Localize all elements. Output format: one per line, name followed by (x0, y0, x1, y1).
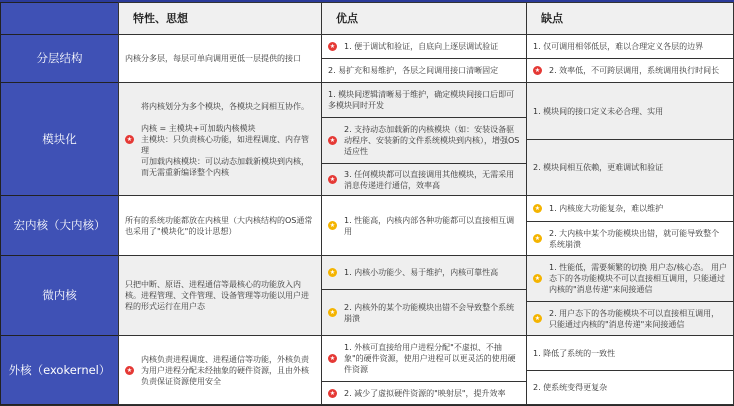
pro-text: 2. 易扩充和易维护，各层之间调用接口清晰固定 (328, 66, 499, 75)
con-text: 1. 内核庞大功能复杂，难以维护 (549, 204, 664, 213)
pro-text: 1. 外核可直接给用户进程分配"不虚拟、不抽象"的硬件资源，使用户进程可以更灵活的使用硬件资源 (344, 343, 516, 374)
con-item (526, 82, 734, 140)
feature-text (141, 101, 315, 178)
header-feature: 特性、思想 (118, 2, 322, 35)
feature-line: 主模块：只负责核心功能，如进程调度、内存管理 (141, 134, 309, 155)
con-item (526, 301, 734, 336)
row-name-microkernel: 微内核 (0, 255, 119, 336)
pro-text: 1. 便于调试和验证，自底向上逐层调试验证 (344, 42, 499, 51)
con-item (526, 195, 734, 222)
feature-monolithic (118, 195, 322, 256)
row-name-exokernel: 外核（exokernel） (0, 335, 119, 405)
header-pros: 优点 (321, 2, 527, 35)
pro-text: 2. 减少了虚拟硬件资源的"映射层"，提升效率 (344, 388, 506, 398)
pro-item (321, 289, 527, 336)
pro-item (321, 255, 527, 290)
star-icon: ★ (534, 67, 541, 74)
feature-text: 内核分多层，每层可单向调用更低一层提供的接口 (125, 54, 301, 63)
pro-item (321, 34, 527, 59)
feature-line: 将内核划分为多个模块，各模块之间相互协作。 (141, 101, 309, 111)
con-item (526, 221, 734, 256)
con-text: 2. 大内核中某个功能模块出错，就可能导致整个系统崩溃 (549, 228, 720, 249)
con-text: 2. 用户态下的各功能模块不可以直接相互调用，只能通过内核的"消息传递"来间接通信 (549, 308, 720, 329)
star-icon: ★ (534, 315, 541, 322)
pro-item (321, 82, 527, 118)
pro-item (321, 58, 527, 83)
feature-modular (118, 82, 322, 196)
con-item (526, 58, 734, 83)
pro-item (321, 195, 527, 256)
feature-line: 内核 = 主模块+可加载内核模块 (141, 123, 256, 133)
pro-text: 1. 模块间逻辑清晰易于维护，确定模块间接口后即可多模块同时开发 (328, 90, 515, 110)
con-text: 1. 降低了系统的一致性 (533, 348, 616, 358)
feature-text: 只把中断、原语、进程通信等最核心的功能放入内核。进程管理、文件管理、设备管理等功能以用户进程的形式运行在用户态 (125, 280, 309, 311)
header-cons: 缺点 (526, 2, 734, 35)
feature-text: 内核负责进程调度、进程通信等功能，外核负责为用户进程分配未经抽象的硬件资源，且由外核负责保证资源使用安全 (141, 354, 309, 386)
star-icon: ★ (534, 205, 541, 212)
star-icon: ★ (329, 43, 336, 50)
con-text: 1. 性能低，需要频繁的切换 用户态/核心态。 用户态下的各功能模块不可以直接相互调用，只能通过内核的"消息传递"来间接通信 (549, 263, 727, 294)
con-text: 2. 模块间相互依赖，更难调试和验证 (533, 163, 664, 172)
star-icon: ★ (126, 135, 133, 143)
con-item (526, 139, 734, 196)
con-item (526, 255, 734, 302)
feature-text: 所有的系统功能都放在内核里（大内核结构的OS通常也采用了"模块化"的设计思想） (125, 215, 313, 236)
star-icon: ★ (329, 355, 336, 362)
pro-text: 2. 内核外的某个功能模块出错不会导致整个系统崩溃 (344, 302, 515, 323)
star-icon: ★ (329, 389, 336, 397)
feature-line: 可加载内核模块：可以动态加载新模块到内核，而无需重新编译整个内核 (141, 156, 309, 177)
row-name-modular: 模块化 (0, 82, 119, 196)
con-item (526, 34, 734, 59)
row-name-monolithic: 宏内核（大内核） (0, 195, 119, 256)
star-icon: ★ (534, 275, 541, 282)
pro-text: 3. 任何模块都可以直接调用其他模块，无需采用消息传递进行通信，效率高 (344, 169, 515, 190)
pro-text: 2. 支持动态加载新的内核模块（如：安装设备驱动程序、安装新的文件系统模块到内核），增强OS适应性 (344, 125, 520, 156)
star-icon: ★ (329, 269, 336, 276)
pro-item (321, 163, 527, 196)
star-icon: ★ (329, 222, 336, 229)
pro-item (321, 117, 527, 164)
con-text: 2. 使系统变得更复杂 (533, 383, 608, 392)
feature-layered (118, 34, 322, 83)
con-item (526, 335, 734, 371)
star-icon: ★ (126, 366, 133, 374)
star-icon: ★ (329, 137, 336, 144)
con-text: 2. 效率低，不可跨层调用，系统调用执行时间长 (549, 66, 720, 75)
row-name-layered: 分层结构 (0, 34, 119, 83)
star-icon: ★ (329, 176, 336, 183)
con-text: 1. 模块间的接口定义未必合理、实用 (533, 106, 664, 116)
pro-text: 1. 性能高，内核内部各种功能都可以直接相互调用 (344, 215, 515, 236)
star-icon: ★ (329, 309, 336, 316)
pro-item (321, 335, 527, 382)
header-corner (0, 2, 119, 35)
feature-exokernel (118, 335, 322, 405)
pro-item (321, 381, 527, 405)
con-text: 1. 仅可调用相邻低层，难以合理定义各层的边界 (533, 42, 704, 51)
feature-microkernel (118, 255, 322, 336)
con-item (526, 370, 734, 405)
pro-text: 1. 内核小功能少、易于维护，内核可靠性高 (344, 268, 499, 277)
star-icon: ★ (534, 235, 541, 242)
